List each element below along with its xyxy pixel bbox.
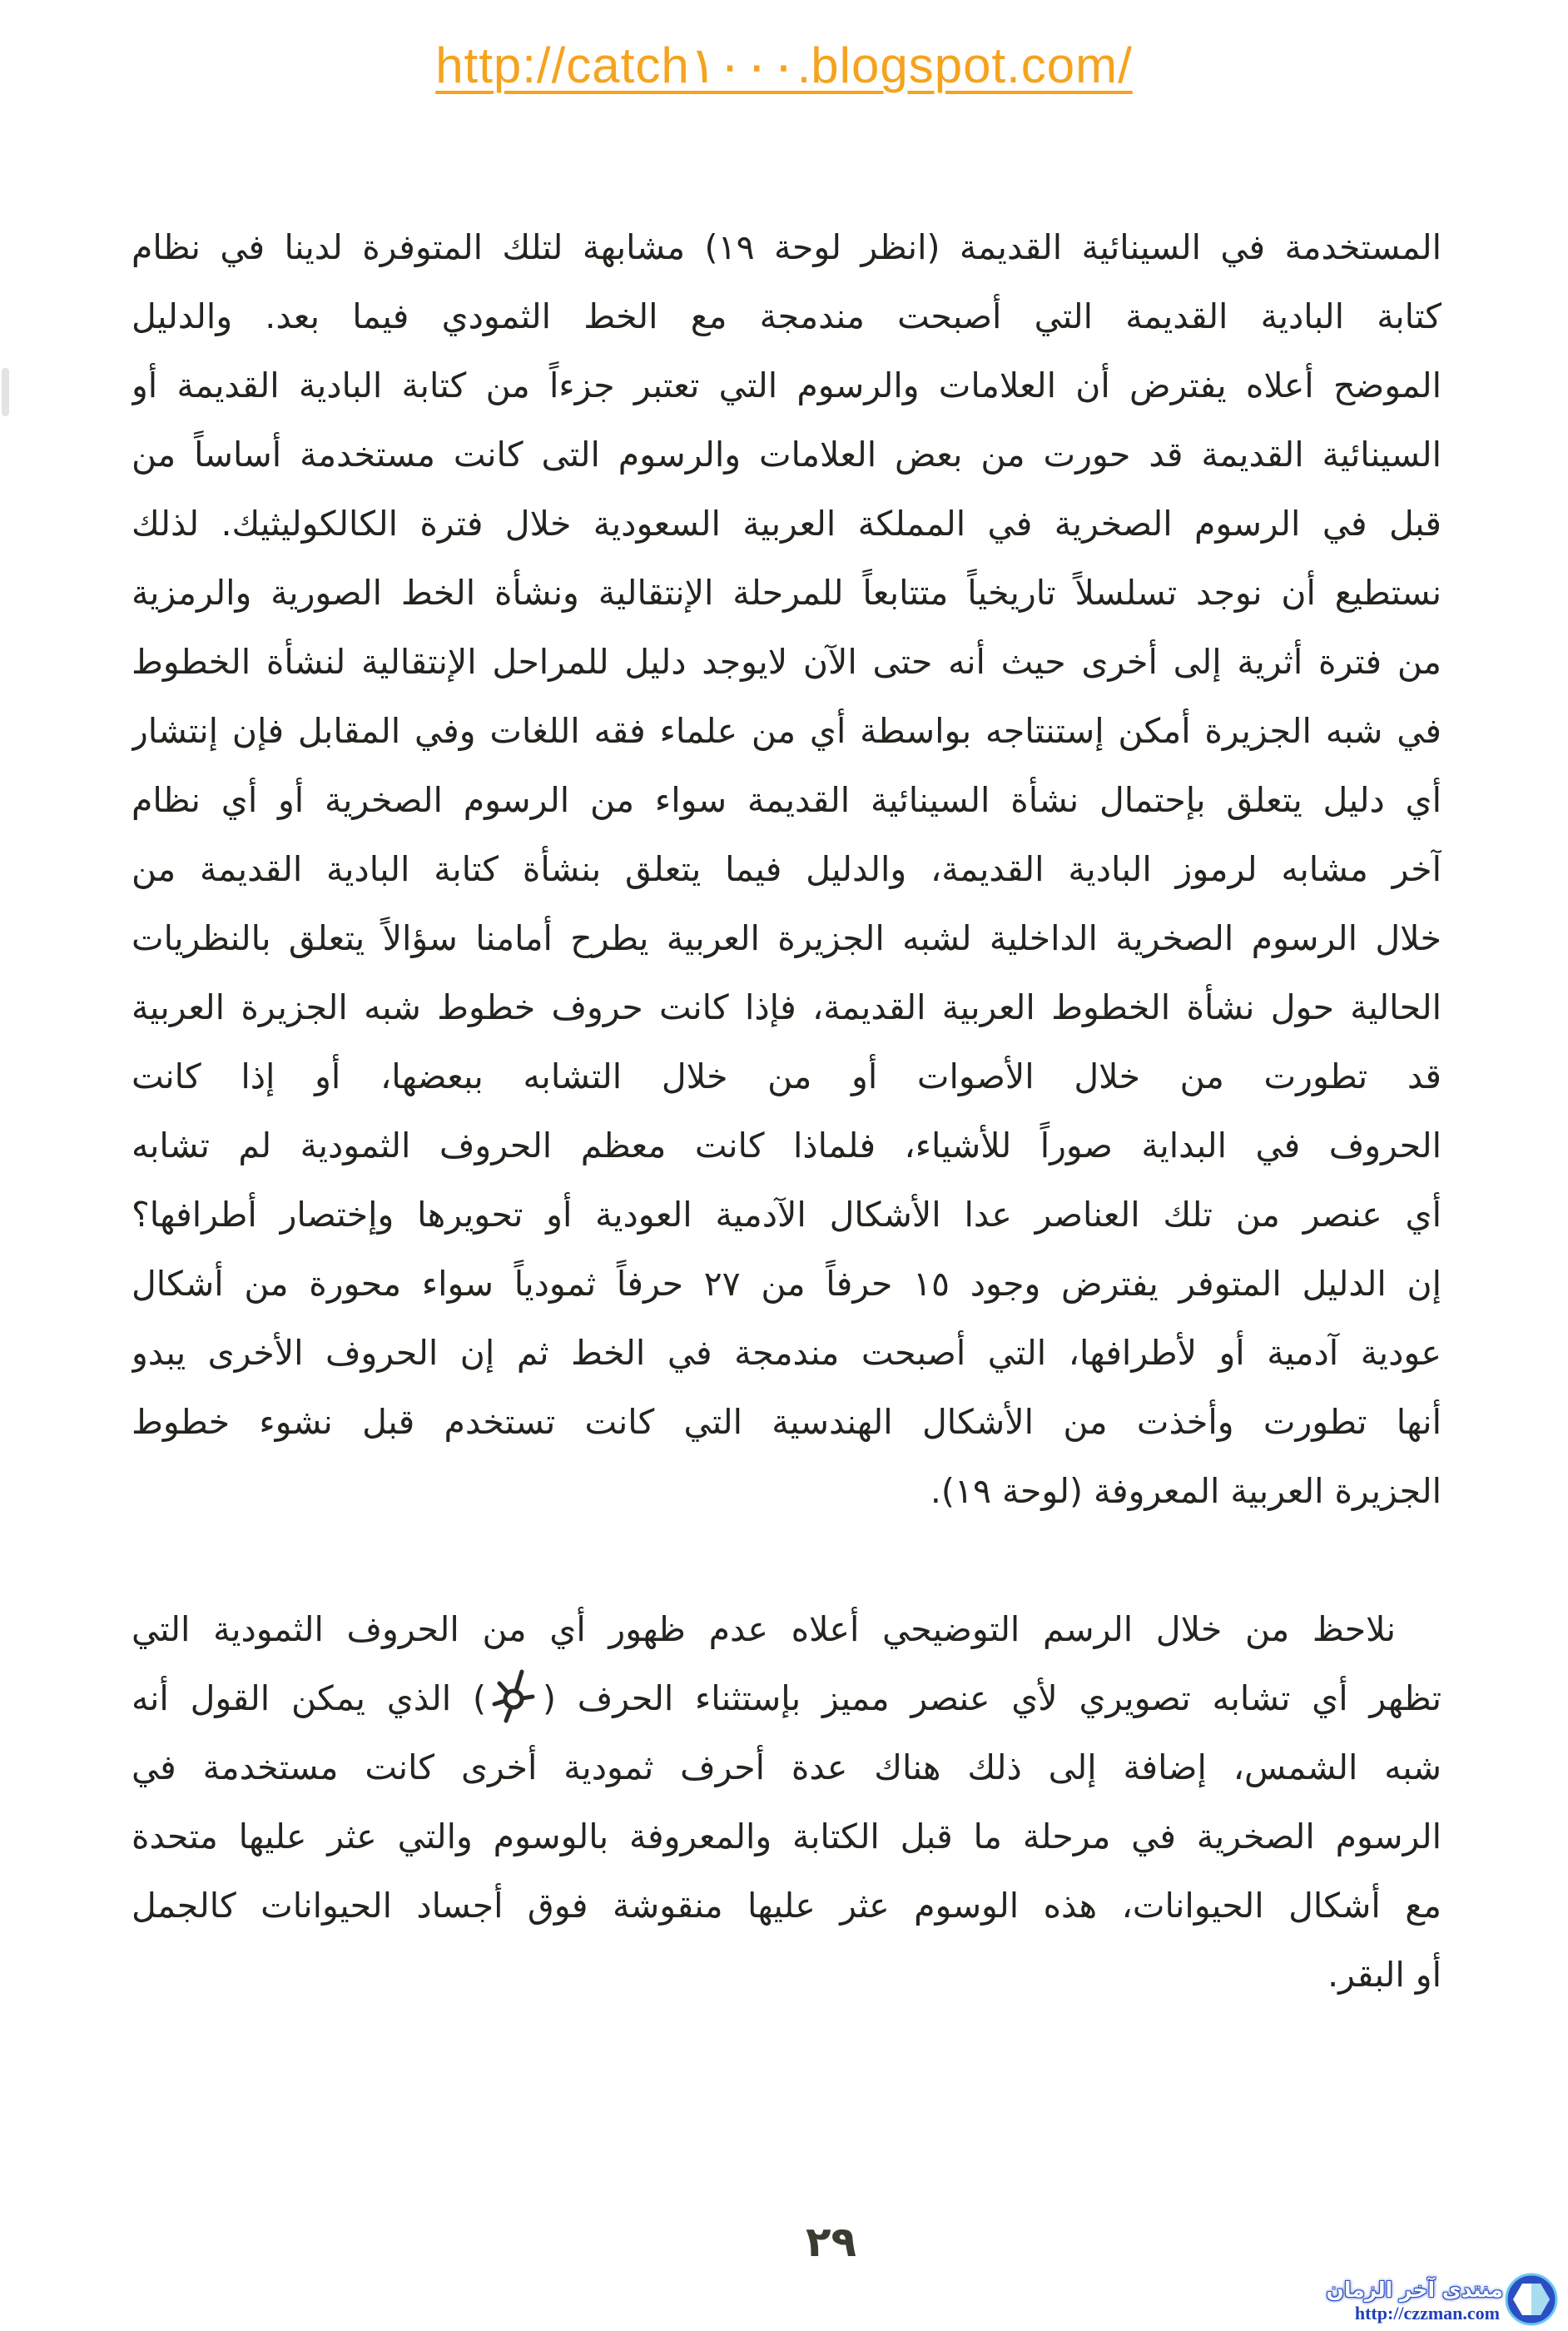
watermark-site-name: منتدى آخر الزمان [1326, 2278, 1503, 2302]
watermark-site-url[interactable]: http://czzman.com [1354, 2303, 1500, 2324]
text-line: في شبه الجزيرة أمكن إستنتاجه بواسطة أي من علماء فقه اللغات وفي المقابل فإن إنتشار [131, 711, 1441, 751]
text-line: المستخدمة في السينائية القديمة (انظر لوحة ١٩) مشابهة لتلك المتوفرة لدينا في نظام [131, 227, 1441, 267]
text-line: الرسوم الصخرية في مرحلة ما قبل الكتابة والمعروفة بالوسوم والتي عثر عليها متحدة [131, 1817, 1441, 1856]
text-line: الموضح أعلاه يفترض أن العلامات والرسوم التي تعتبر جزءاً من كتابة البادية القديمة أو [131, 365, 1441, 405]
text-line: كتابة البادية القديمة التي أصبحت مندمجة مع الخط الثمودي فيما بعد. والدليل [131, 296, 1441, 336]
text-line: إن الدليل المتوفر يفترض وجود ١٥ حرفاً من ٢٧ حرفاً ثمودياً سواء محورة من أشكال [131, 1264, 1441, 1304]
text-line: الحروف في البداية صوراً للأشياء، فلماذا كانت معظم الحروف الثمودية لم تشابه [131, 1126, 1441, 1166]
scan-artifact [2, 368, 9, 416]
paragraph-gap [131, 1526, 1441, 1595]
czzman-logo-icon [1505, 2273, 1558, 2326]
watermark [1326, 2269, 1561, 2329]
text-line: أي عنصر من تلك العناصر عدا الأشكال الآدمية العودية أو تحويرها وإختصار أطرافها؟ [131, 1195, 1441, 1235]
page-number: ٢٩ [806, 2218, 857, 2266]
text-segment: تظهر أي تشابه تصويري لأي عنصر مميز بإستثناء الحرف ( [542, 1678, 1441, 1718]
text-line: أو البقر. [1327, 1955, 1441, 1995]
text-line: شبه الشمس، إضافة إلى ذلك هناك عدة أحرف ثمودية أخرى كانت مستخدمة في [131, 1747, 1441, 1787]
text-line: أنها تطورت وأخذت من الأشكال الهندسية التي كانت تستخدم قبل نشوء خطوط [131, 1402, 1441, 1442]
blog-url-overlay[interactable]: http://catch١٠٠٠.blogspot.com/ [435, 37, 1133, 93]
text-line: الحالية حول نشأة الخطوط العربية القديمة، فإذا كانت حروف خطوط شبه الجزيرة العربية [131, 987, 1441, 1027]
thamudic-letter-glyph [491, 1668, 538, 1723]
text-line: الجزيرة العربية المعروفة (لوحة ١٩). [930, 1471, 1441, 1511]
text-line: من فترة أثرية إلى أخرى حيث أنه حتى الآن لايوجد دليل للمراحل الإنتقالية لنشأة الخطوط [131, 642, 1441, 682]
text-line: مع أشكال الحيوانات، هذه الوسوم عثر عليها منقوشة فوق أجساد الحيوانات كالجمل [131, 1886, 1441, 1926]
text-line: قبل في الرسوم الصخرية في المملكة العربية السعودية خلال فترة الكالكوليثيك. لذلك [131, 504, 1441, 544]
text-segment: ) الذي يمكن القول أنه [131, 1678, 486, 1718]
text-line: نلاحظ من خلال الرسم التوضيحي أعلاه عدم ظهور أي من الحروف الثمودية التي [131, 1609, 1396, 1649]
text-line: نستطيع أن نوجد تسلسلاً تاريخياً متتابعاً للمرحلة الإنتقالية ونشأة الخط الصورية والرمزية [131, 573, 1441, 613]
text-line: قد تطورت من خلال الأصوات أو من خلال التشابه ببعضها، أو إذا كانت [131, 1056, 1441, 1096]
text-line: آخر مشابه لرموز البادية القديمة، والدليل فيما يتعلق بنشأة كتابة البادية القديمة من [131, 849, 1441, 889]
body-text [131, 213, 1441, 2010]
text-line: عودية آدمية أو لأطرافها، التي أصبحت مندمجة في الخط ثم إن الحروف الأخرى يبدو [131, 1333, 1441, 1373]
text-line: أي دليل يتعلق بإحتمال نشأة السينائية القديمة سواء من الرسوم الصخرية أو أي نظام [131, 780, 1441, 820]
text-line: خلال الرسوم الصخرية الداخلية لشبه الجزيرة العربية يطرح أمامنا سؤالاً يتعلق بالنظريات [131, 918, 1441, 958]
text-line: السينائية القديمة قد حورت من بعض العلامات والرسوم التى كانت مستخدمة أساساً من [131, 435, 1441, 475]
text-line-with-glyph [131, 1664, 1441, 1733]
